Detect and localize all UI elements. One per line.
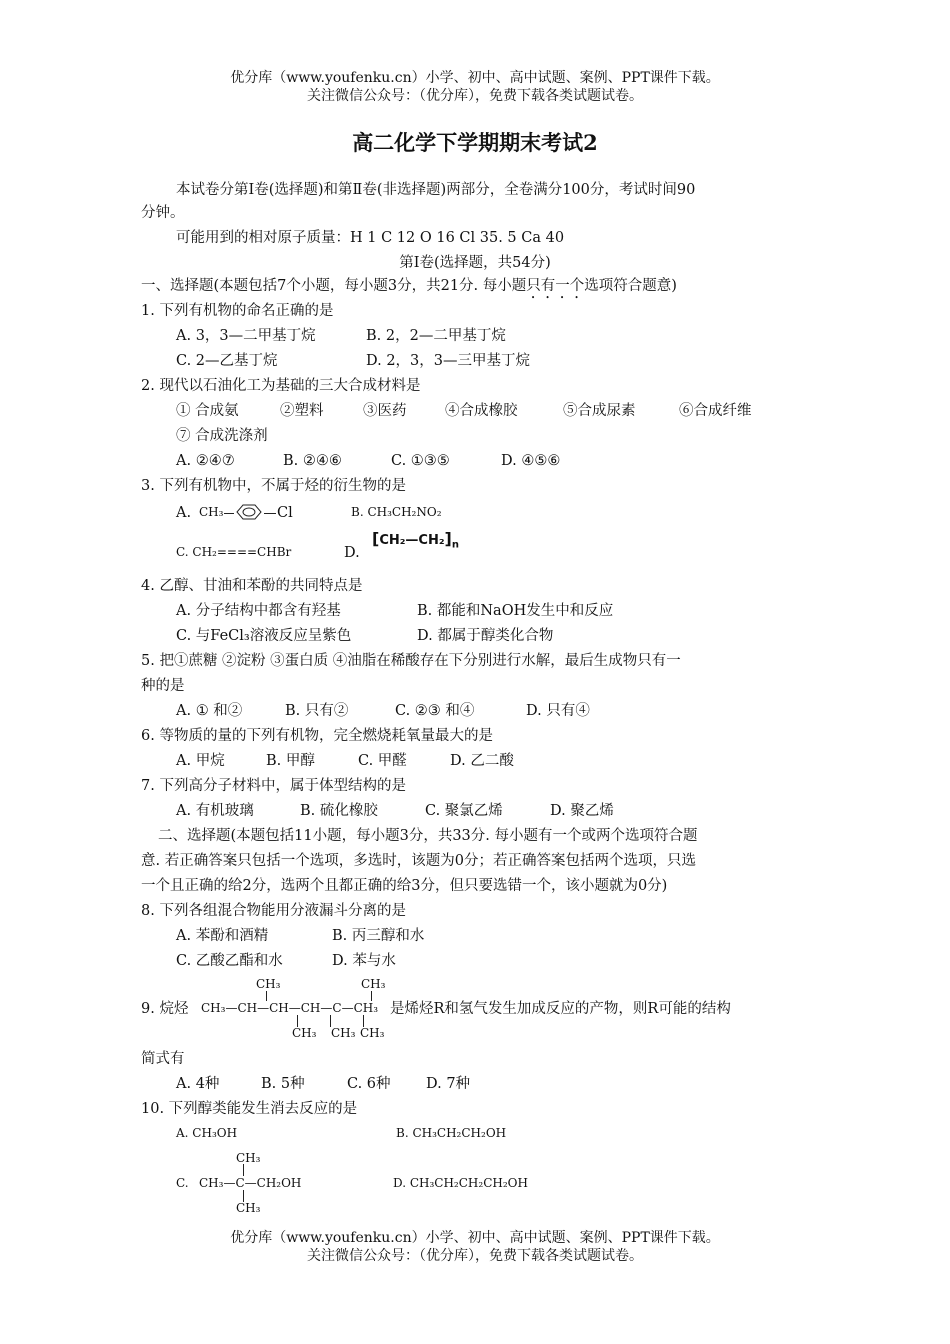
section-2-line-1: 二、选择题(本题包括11小题，每小题3分，共33分. 每小题有一个或两个选项符合题 (158, 828, 698, 844)
q10-option-d: D. CH₃CH₂CH₂CH₂OH (393, 1176, 528, 1190)
q5-stem-1: 5. 把①蔗糖 ②淀粉 ③蛋白质 ④油脂在稀酸存在下分别进行水解，最后生成物只有一 (141, 653, 681, 669)
q9-stem-2: 简式有 (141, 1051, 185, 1067)
q9-ch3-bottom-2: CH₃ (331, 1026, 356, 1040)
q9-ch3-bottom-1: CH₃ (292, 1026, 317, 1040)
q3-option-b: B. CH₃CH₂NO₂ (351, 505, 442, 519)
q10-option-b: B. CH₃CH₂CH₂OH (396, 1126, 507, 1140)
q6-option-c: C. 甲醛 (358, 753, 407, 769)
q9-option-b: B. 5种 (261, 1076, 305, 1092)
page-title: 高二化学下学期期末考试2 (352, 130, 598, 155)
bond-line (224, 513, 234, 514)
q7-option-c: C. 聚氯乙烯 (425, 803, 503, 819)
q4-stem: 4. 乙醇、甘油和苯酚的共同特点是 (141, 578, 363, 594)
q9-ch3-bottom-3: CH₃ (360, 1026, 385, 1040)
bond-line (266, 991, 267, 1001)
q10-option-a: A. CH₃OH (176, 1126, 238, 1140)
q10-ch3-top: CH₃ (236, 1151, 261, 1165)
q10-stem: 10. 下列醇类能发生消去反应的是 (141, 1101, 358, 1117)
q8-option-a: A. 苯酚和酒精 (176, 928, 269, 944)
q2-option-b: B. ②④⑥ (283, 453, 342, 469)
q5-option-c: C. ②③ 和④ (395, 703, 475, 719)
q6-option-b: B. 甲醇 (266, 753, 315, 769)
q9-stem-post: 是烯烃R和氢气发生加成反应的产物，则R可能的结构 (390, 1001, 731, 1017)
part-1-heading: 第Ⅰ卷(选择题，共54分) (399, 255, 551, 271)
polymer-repeat-unit: CH₂—CH₂ (379, 533, 445, 548)
q10-option-c-label: C. (176, 1176, 189, 1190)
q5-option-b: B. 只有② (285, 703, 349, 719)
q2-item-3: ③医药 (363, 403, 407, 419)
q2-option-c: C. ①③⑤ (391, 453, 450, 469)
section-2-line-2: 意. 若正确答案只包括一个选项，多选时，该题为0分；若正确答案包括两个选项，只选 (141, 853, 696, 869)
q2-option-d: D. ④⑤⑥ (501, 453, 561, 469)
q8-stem: 8. 下列各组混合物能用分液漏斗分离的是 (141, 903, 406, 919)
q9-stem-pre: 9. 烷烃 (141, 1001, 189, 1017)
intro-paragraph-1b: 分钟。 (141, 205, 185, 221)
q3-option-d-polymer: $[CH_2—CH_2]_n$ (372, 529, 459, 551)
q2-option-a: A. ②④⑦ (176, 453, 235, 469)
q9-chain: CH₃—CH—CH—CH—C—CH₃ (201, 1001, 379, 1015)
bond-line (243, 1164, 244, 1176)
q9-option-d: D. 7种 (426, 1076, 471, 1092)
footer-line-2: 关注微信公众号：（优分库），免费下载各类试题试卷。 (307, 1248, 643, 1264)
q1-option-b: B. 2，2—二甲基丁烷 (366, 328, 506, 344)
polymer-subscript: n (451, 539, 459, 551)
q9-option-c: C. 6种 (347, 1076, 391, 1092)
q2-item-4: ④合成橡胶 (445, 403, 518, 419)
q5-stem-2: 种的是 (141, 678, 185, 694)
q9-ch3-top-1: CH₃ (256, 977, 281, 991)
intro-paragraph-1a: 本试卷分第Ⅰ卷(选择题)和第Ⅱ卷(非选择题)两部分，全卷满分100分，考试时间90 (176, 182, 696, 198)
q4-option-d: D. 都属于醇类化合物 (417, 628, 554, 644)
q8-option-b: B. 丙三醇和水 (332, 928, 425, 944)
q6-stem: 6. 等物质的量的下列有机物，完全燃烧耗氧量最大的是 (141, 728, 493, 744)
q3-option-a-cl: Cl (277, 505, 293, 521)
q9-option-a: A. 4种 (176, 1076, 220, 1092)
q4-option-b: B. 都能和NaOH发生中和反应 (417, 603, 614, 619)
q4-option-c: C. 与FeCl₃溶液反应呈紫色 (176, 628, 352, 644)
q9-ch3-top-2: CH₃ (361, 977, 386, 991)
q2-item-5: ⑤合成尿素 (563, 403, 636, 419)
q2-item-7: ⑦ 合成洗涤剂 (176, 428, 268, 444)
q10-ch3-bottom: CH₃ (236, 1201, 261, 1215)
q2-item-2: ②塑料 (280, 403, 324, 419)
q3-option-c: C. CH₂====CHBr (176, 545, 292, 559)
header-line-2: 关注微信公众号：（优分库），免费下载各类试题试卷。 (307, 88, 643, 104)
q2-stem: 2. 现代以石油化工为基础的三大合成材料是 (141, 378, 421, 394)
q3-option-a-label: A. (176, 505, 192, 521)
q1-option-a: A. 3，3—二甲基丁烷 (176, 328, 316, 344)
q8-option-c: C. 乙酸乙酯和水 (176, 953, 283, 969)
bond-line (264, 513, 276, 514)
q6-option-d: D. 乙二酸 (450, 753, 514, 769)
bond-line (371, 991, 372, 1001)
q7-option-a: A. 有机玻璃 (176, 803, 254, 819)
q7-option-d: D. 聚乙烯 (550, 803, 614, 819)
benzene-ring-icon (234, 502, 264, 522)
q6-option-a: A. 甲烷 (176, 753, 225, 769)
atomic-masses: 可能用到的相对原子质量：H 1 C 12 O 16 Cl 35. 5 Ca 40 (176, 230, 565, 246)
q4-option-a: A. 分子结构中都含有羟基 (176, 603, 341, 619)
q8-option-d: D. 苯与水 (332, 953, 396, 969)
q3-option-d-label: D. (344, 545, 360, 561)
q3-option-a-ch3: CH₃ (199, 505, 224, 519)
header-line-1: 优分库（www.youfenku.cn）小学、初中、高中试题、案例、PPT课件下载。 (230, 70, 720, 86)
q5-option-a: A. ① 和② (176, 703, 243, 719)
footer-line-1: 优分库（www.youfenku.cn）小学、初中、高中试题、案例、PPT课件下载。 (230, 1230, 720, 1246)
q1-option-c: C. 2—乙基丁烷 (176, 353, 278, 369)
q10-option-c-chain: CH₃—C—CH₂OH (199, 1176, 302, 1190)
q2-item-1: ① 合成氨 (176, 403, 239, 419)
q2-item-6: ⑥合成纤维 (679, 403, 752, 419)
q1-option-d: D. 2，3，3—三甲基丁烷 (366, 353, 531, 369)
q1-stem: 1. 下列有机物的命名正确的是 (141, 303, 334, 319)
section-2-line-3: 一个且正确的给2分，选两个且都正确的给3分，但只要选错一个，该小题就为0分) (141, 878, 668, 894)
section-1-heading: 一、选择题(本题包括7个小题，每小题3分，共21分. 每小题只有一个选项符合题意) (141, 278, 677, 294)
q7-option-b: B. 硫化橡胶 (300, 803, 378, 819)
q7-stem: 7. 下列高分子材料中，属于体型结构的是 (141, 778, 406, 794)
q5-option-d: D. 只有④ (526, 703, 590, 719)
q3-stem: 3. 下列有机物中，不属于烃的衍生物的是 (141, 478, 406, 494)
